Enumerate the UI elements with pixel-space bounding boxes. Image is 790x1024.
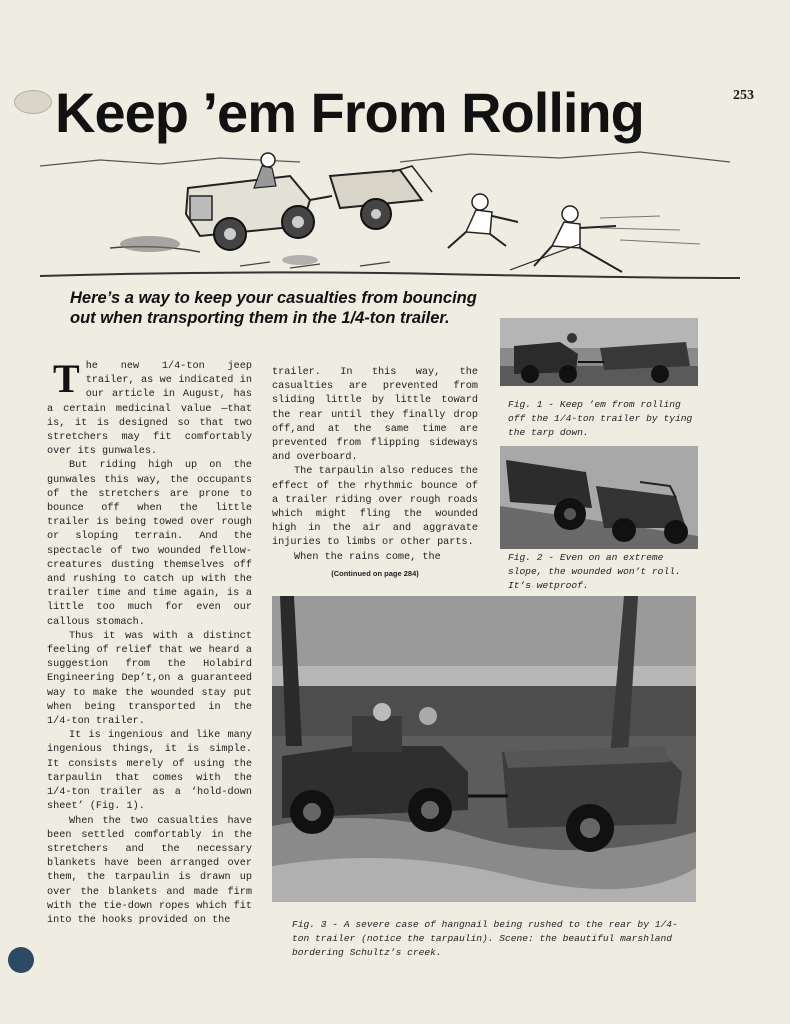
fig1-photo bbox=[500, 318, 698, 386]
fig3-caption: Fig. 3 - A severe case of hangnail being rushed to the rear by 1/4-ton trailer (notice the tarpaulin). Scene: the beautiful marshland bordering Schultz’s creek. bbox=[292, 919, 678, 958]
page-number: 253 bbox=[733, 88, 754, 103]
paragraph: When the two casualties have been settled comfortably in the stretchers and the necessary blankets have been arranged over them, the tarpaulin is drawn up over the blankets and made firm with the tie-down ropes which fit into the hooks provided on the bbox=[47, 815, 252, 926]
paragraph: Thus it was with a distinct feeling of relief that we heard a suggestion from the Holabird Engineering Dep’t,on a guaranteed way to make the wounded stay put when being transported in the 1/4-ton trailer. bbox=[47, 630, 252, 728]
paragraph: he new 1/4-ton jeep trailer, as we indicated in our article in August, has a certain medicinal value —that is, it is designed so that two stretchers may fit comfortably over its gunwales. bbox=[47, 361, 252, 458]
fig1-caption: Fig. 1 - Keep ’em from rolling off the 1/4-ton trailer by tying the tarp down. bbox=[508, 399, 693, 438]
cartoon-illustration bbox=[40, 148, 740, 288]
fig3-photo bbox=[272, 596, 696, 902]
drop-cap: T bbox=[53, 356, 80, 401]
paragraph: When the rains come, the bbox=[294, 551, 441, 563]
article-column-2 bbox=[272, 366, 478, 581]
paragraph: trailer. In this way, the casualties are prevented from sliding little by little toward the rear until they finally drop off,and at the same time are prevented from flipping sideways and overboard. bbox=[272, 367, 478, 464]
paragraph: It is ingenious and like many ingenious things, it is simple. It consists merely of using the tarpaulin that comes with the 1/4-ton trailer as a ‘hold-down sheet’ (Fig. 1). bbox=[47, 730, 252, 813]
article-column-1 bbox=[47, 356, 252, 928]
punch-hole bbox=[14, 90, 52, 114]
paragraph: But riding high up on the gunwales this way, the occupants of the stretchers are prone to bounce off when the little trailer is being towed over rough or sloping terrain. And the spectacle of two wounded fellow-creatures dusting themselves off and rushing to catch up with the trailer time and time again, is a little too much for even our callous stomach. bbox=[47, 460, 252, 628]
fig2-caption: Fig. 2 - Even on an extreme slope, the wounded won’t roll. It’s wetproof. bbox=[508, 552, 681, 591]
cartoon-jeep-and-runners bbox=[40, 148, 740, 288]
continued-note: (Continued on page 284) bbox=[331, 568, 419, 578]
fig2-photo bbox=[500, 446, 698, 549]
article-title: Keep ’em From Rolling bbox=[55, 81, 644, 144]
paragraph: The tarpaulin also reduces the effect of the rhythmic bounce of a trailer riding over rough roads which might fling the wounded high in the air and aggravate injuries to limbs or other parts. bbox=[272, 466, 478, 549]
article-subtitle: Here’s a way to keep your casualties from bouncing out when transporting them in the 1/4-ton trailer. bbox=[70, 289, 477, 327]
punch-hole bbox=[8, 947, 34, 973]
